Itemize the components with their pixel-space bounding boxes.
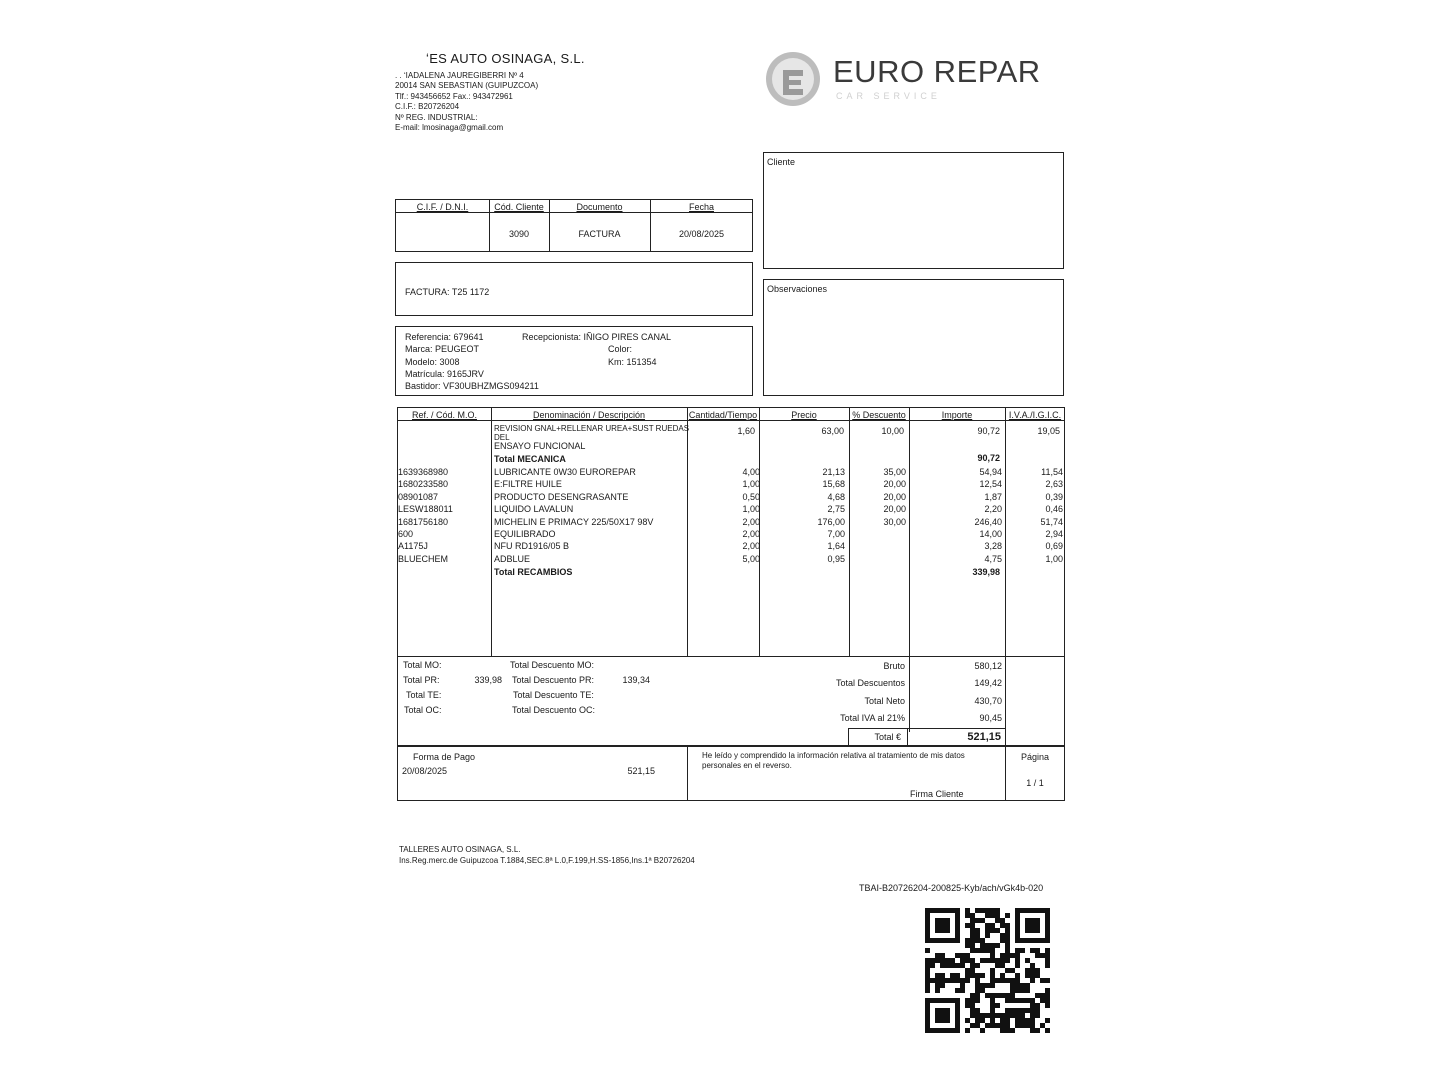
- part-amount: 246,40: [974, 516, 1002, 527]
- part-discount: [845, 540, 906, 552]
- part-qty: 1,00: [742, 504, 760, 515]
- total-mecanica-value: 90,72: [977, 453, 1000, 463]
- total-value: 521,15: [967, 731, 1001, 743]
- page-value: 1 / 1: [1026, 778, 1044, 788]
- part-price: 0,95: [827, 553, 845, 564]
- part-discount: 20,00: [883, 504, 906, 515]
- client-label: Cliente: [767, 157, 796, 167]
- total-pr-label: Total PR:: [403, 675, 440, 685]
- part-desc: LIQUIDO LAVALUN: [494, 504, 574, 515]
- company-name: ʻES AUTO OSINAGA, S.L.: [426, 51, 585, 66]
- total-label: Total €: [874, 732, 901, 742]
- footer-registry: Ins.Reg.merc.de Guipuzcoa T.1884,SEC.8ª L.0,F.199,H.SS-1856,Ins.1ª B20726204: [399, 856, 695, 865]
- total-te-label: Total TE:: [406, 690, 442, 700]
- part-amount: 12,54: [979, 479, 1002, 490]
- address-line: 20014 SAN SEBASTIAN (GUIPUZCOA): [395, 81, 539, 91]
- address-line: . . ʻIADALENA JAUREGIBERRI Nº 4: [395, 71, 524, 80]
- part-qty: 2,00: [742, 516, 760, 527]
- total-box: [848, 728, 1006, 746]
- labour-qty: 1,60: [737, 426, 755, 436]
- part-ref: LESW188011: [398, 504, 453, 515]
- tbai-code: TBAI-B20726204-200825-Kyb/ach/vGk4b-020: [859, 883, 1044, 893]
- part-price: 1,64: [827, 541, 845, 552]
- logo-text: EURO REPAR: [833, 54, 1041, 89]
- part-qty: 2,00: [742, 529, 760, 540]
- part-ref: A1175J: [398, 541, 428, 552]
- col-iva-header: I.V.A./I.G.I.C.: [1008, 410, 1062, 420]
- part-discount: [845, 553, 906, 565]
- part-qty: 5,00: [742, 553, 760, 564]
- labour-description: [494, 425, 689, 442]
- labour-amount: 90,72: [977, 426, 1000, 436]
- col-price-header: Precio: [791, 410, 817, 420]
- total-recambios-label: Total RECAMBIOS: [494, 567, 573, 577]
- vehicle-model: Modelo: 3008: [405, 357, 460, 367]
- part-amount: 14,00: [979, 529, 1002, 540]
- vehicle-box: [395, 326, 753, 396]
- part-discount: 20,00: [883, 491, 906, 502]
- part-iva: 0,69: [1045, 541, 1063, 552]
- part-desc: EQUILIBRADO: [494, 529, 556, 540]
- client-code-header: Cód. Cliente: [494, 202, 544, 212]
- part-qty: 0,50: [742, 491, 760, 502]
- discount-pr-value: 139,34: [622, 675, 650, 685]
- iva-label: Total IVA al 21%: [840, 713, 905, 723]
- part-amount: 1,87: [984, 491, 1002, 502]
- part-ref: 1680233580: [398, 479, 449, 490]
- discount-te-label: Total Descuento TE:: [513, 690, 594, 700]
- part-ref: BLUECHEM: [398, 553, 449, 564]
- labour-desc-line: ENSAYO FUNCIONAL: [494, 441, 586, 451]
- part-amount: 3,28: [984, 541, 1002, 552]
- labour-desc-line: DEL: [494, 432, 510, 442]
- vehicle-reference: Referencia: 679641: [405, 332, 484, 342]
- part-qty: 4,00: [742, 467, 760, 477]
- part-ref: 600: [398, 529, 414, 540]
- parts-lines: [398, 466, 1063, 565]
- col-ref-header: Ref. / Cód. M.O.: [411, 410, 478, 420]
- vehicle-plate: Matrícula: 9165JRV: [405, 369, 484, 379]
- address-line: Tlf.: 943456652 Fax.: 943472961: [395, 91, 513, 101]
- part-iva: 51,74: [1040, 516, 1063, 527]
- part-discount: 20,00: [883, 479, 906, 490]
- vehicle-vin: Bastidor: VF30UBHZMGS094211: [405, 381, 539, 391]
- part-ref: 08901087: [398, 491, 439, 502]
- company-address: [395, 71, 538, 133]
- bruto-label: Bruto: [883, 661, 905, 671]
- table-row: [398, 478, 1063, 490]
- privacy-line: He leído y comprendido la información relativa al tratamiento de mis datos: [702, 751, 965, 760]
- total-recambios-value: 339,98: [972, 567, 1000, 577]
- part-iva: 0,39: [1045, 491, 1063, 502]
- vehicle-receptionist: Recepcionista: IÑIGO PIRES CANAL: [522, 332, 672, 342]
- discount-oc-label: Total Descuento OC:: [512, 705, 596, 715]
- part-desc: MICHELIN E PRIMACY 225/50X17 98V: [494, 516, 654, 527]
- invoice-number: FACTURA: T25 1172: [405, 287, 490, 297]
- observations-box: [763, 279, 1064, 396]
- part-ref: 1681756180: [398, 516, 449, 527]
- part-discount: 30,00: [883, 516, 906, 527]
- client-box: [763, 152, 1064, 269]
- part-discount: [845, 528, 906, 540]
- signature-label: Firma Cliente: [910, 789, 964, 799]
- col-amount-header: Importe: [941, 410, 973, 420]
- labour-desc-line: REVISION GNAL+RELLENAR UREA+SUST RUEDAS: [494, 424, 690, 433]
- bruto-value: 580,12: [974, 661, 1002, 671]
- total-mecanica-label: Total MECANICA: [494, 454, 566, 464]
- col-qty-header: Cantidad/Tiempo: [688, 410, 758, 420]
- client-code-value: 3090: [508, 229, 530, 239]
- payment-method-label: Forma de Pago: [413, 752, 476, 762]
- vehicle-brand: Marca: PEUGEOT: [405, 344, 480, 354]
- part-price: 15,68: [822, 479, 845, 490]
- euro-repar-logo-icon: [764, 50, 822, 108]
- part-amount: 2,20: [984, 504, 1002, 515]
- part-price: 176,00: [817, 516, 845, 527]
- total-oc-label: Total OC:: [404, 705, 442, 715]
- privacy-line: personales en el reverso.: [702, 761, 792, 770]
- table-row: [398, 503, 1063, 515]
- part-price: 7,00: [827, 529, 845, 540]
- qr-code-icon: [925, 908, 1050, 1033]
- part-desc: ADBLUE: [494, 553, 531, 564]
- footer-company: TALLERES AUTO OSINAGA, S.L.: [399, 845, 521, 854]
- discount-pr-label: Total Descuento PR:: [512, 675, 595, 685]
- part-iva: 1,00: [1045, 553, 1063, 564]
- iva-value: 90,45: [979, 713, 1002, 723]
- part-ref: 1639368980: [398, 467, 449, 477]
- cif-header: C.I.F. / D.N.I.: [416, 202, 469, 212]
- descuentos-value: 149,42: [974, 678, 1002, 688]
- col-discount-header: % Descuento: [852, 410, 906, 420]
- part-iva: 2,63: [1045, 479, 1063, 490]
- page-label: Página: [1020, 752, 1050, 762]
- observations-label: Observaciones: [767, 284, 828, 294]
- vehicle-color: Color:: [608, 344, 633, 354]
- table-row: [398, 553, 1063, 565]
- part-desc: LUBRICANTE 0W30 EUROREPAR: [494, 467, 636, 477]
- part-amount: 4,75: [984, 553, 1002, 564]
- part-desc: NFU RD1916/05 B: [494, 541, 570, 552]
- neto-value: 430,70: [974, 696, 1002, 706]
- col-desc-header: Denominación / Descripción: [532, 410, 646, 420]
- labour-iva: 19,05: [1037, 426, 1060, 436]
- part-desc: PRODUCTO DESENGRASANTE: [494, 491, 629, 502]
- part-qty: 2,00: [742, 541, 760, 552]
- part-price: 4,68: [827, 491, 845, 502]
- discount-mo-label: Total Descuento MO:: [510, 660, 595, 670]
- descuentos-label: Total Descuentos: [835, 678, 905, 688]
- address-line: C.I.F.: B20726204: [395, 102, 460, 112]
- invoice-number-box: [395, 262, 753, 316]
- payment-amount: 521,15: [627, 766, 655, 776]
- part-price: 2,75: [827, 504, 845, 515]
- table-row: [398, 466, 1063, 478]
- neto-label: Total Neto: [864, 696, 905, 706]
- total-pr-value: 339,98: [474, 675, 502, 685]
- part-iva: 2,94: [1045, 529, 1063, 540]
- document-header-box: [395, 199, 753, 252]
- labour-price: 63,00: [821, 426, 844, 436]
- table-row: [398, 491, 1063, 503]
- part-qty: 1,00: [742, 479, 760, 490]
- document-header: Documento: [576, 202, 623, 212]
- address-line: E-mail: lmosinaga@gmail.com: [395, 123, 504, 133]
- document-value: FACTURA: [578, 229, 621, 239]
- date-header: Fecha: [688, 202, 714, 212]
- date-value: 20/08/2025: [678, 229, 725, 239]
- table-row: [398, 516, 1063, 528]
- labour-discount: 10,00: [881, 426, 904, 436]
- privacy-notice: [702, 751, 965, 771]
- vehicle-km: Km: 151354: [608, 357, 657, 367]
- logo-subtext: CAR SERVICE: [836, 91, 941, 101]
- part-iva: 0,46: [1045, 504, 1063, 515]
- address-line: Nº REG. INDUSTRIAL:: [395, 112, 478, 122]
- payment-date: 20/08/2025: [402, 766, 448, 776]
- table-row: [398, 540, 1063, 552]
- part-amount: 54,94: [979, 467, 1002, 477]
- part-price: 21,13: [822, 467, 845, 477]
- total-mo-label: Total MO:: [403, 660, 442, 670]
- table-row: [398, 528, 1063, 540]
- part-iva: 11,54: [1041, 467, 1063, 477]
- part-desc: E:FILTRE HUILE: [494, 479, 562, 490]
- part-discount: 35,00: [883, 467, 906, 477]
